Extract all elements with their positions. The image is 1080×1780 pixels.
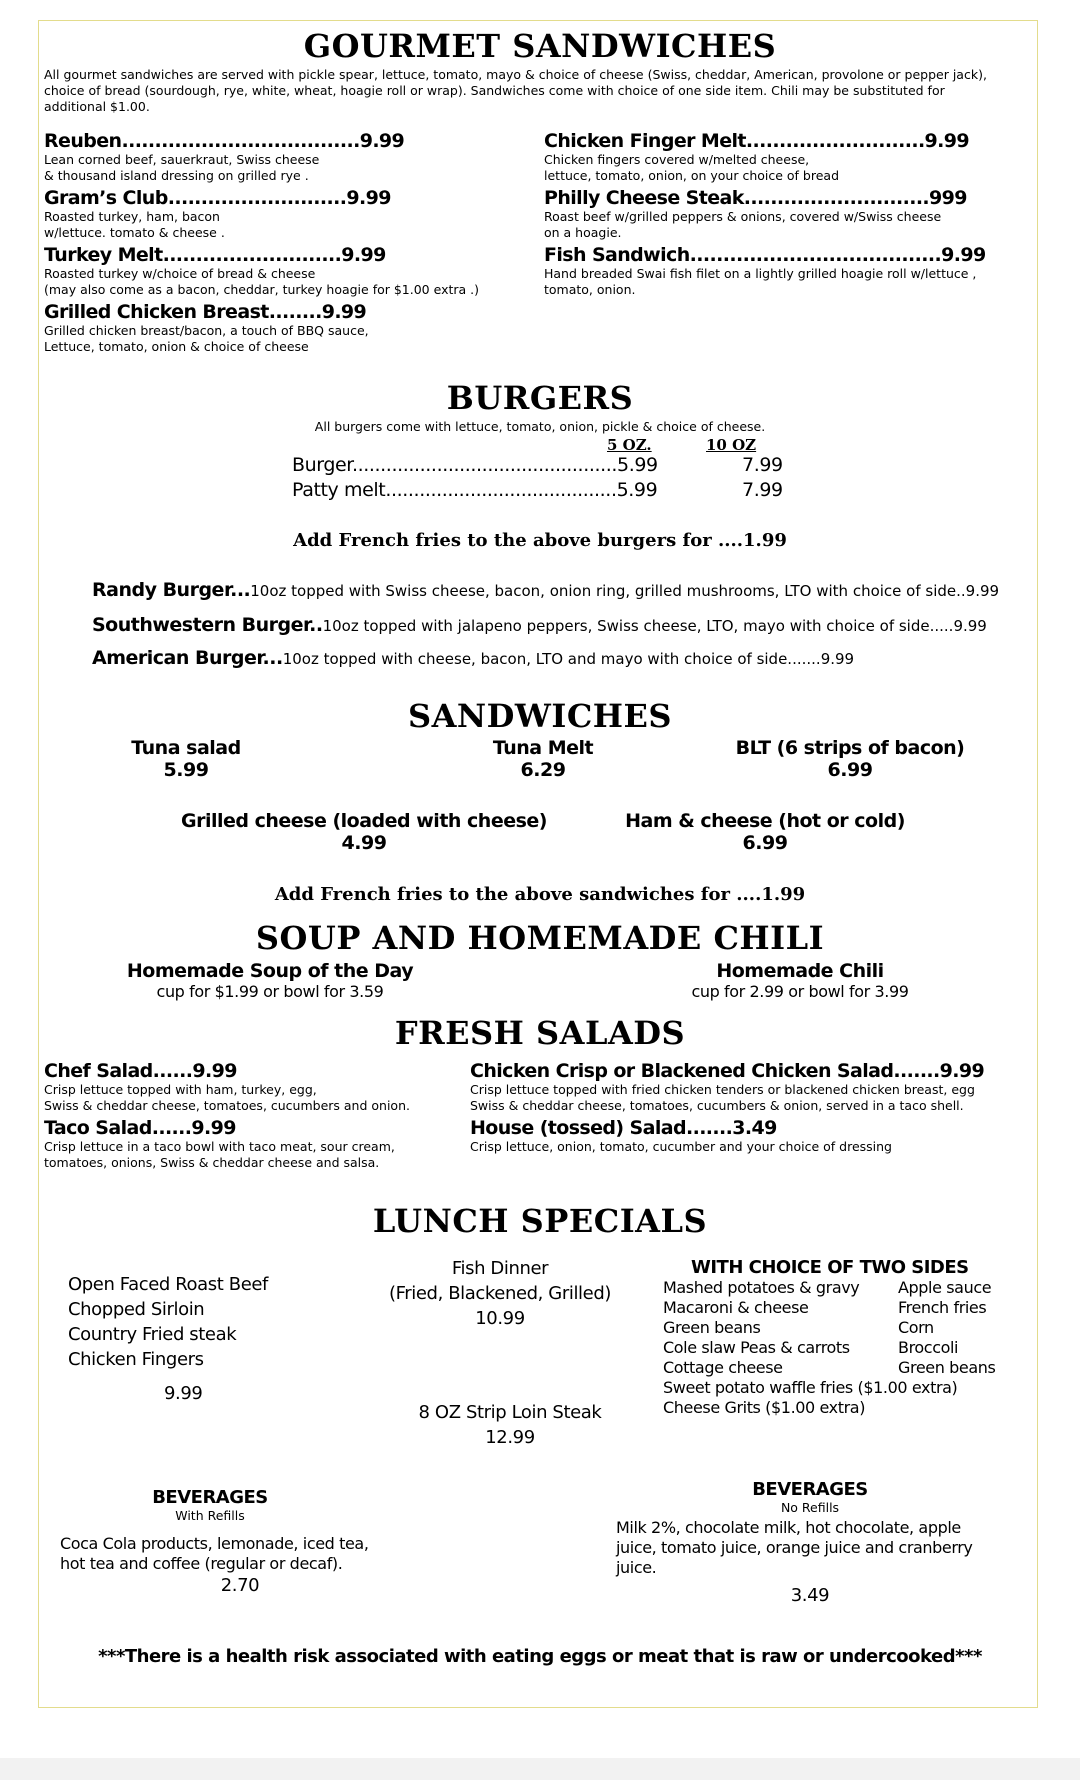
- sandwich-item: [615, 810, 915, 854]
- gourmet-right-column: [544, 130, 986, 301]
- lunch-item: Chopped Sirloin: [68, 1299, 205, 1320]
- sandwiches-title: SANDWICHES: [407, 697, 673, 735]
- sandwich-name: BLT (6 strips of bacon): [735, 737, 965, 759]
- salad-desc: Crisp lettuce in a taco bowl with taco meat, sour cream,: [44, 1139, 395, 1154]
- side-a: Green beans: [663, 1318, 761, 1337]
- item-name: Grilled Chicken Breast........9.99: [44, 301, 367, 323]
- sides-title: WITH CHOICE OF TWO SIDES: [691, 1257, 969, 1278]
- salad-item: [44, 1060, 410, 1117]
- side-a: Cole slaw Peas & carrots: [663, 1338, 850, 1357]
- beverages-left: [60, 1487, 420, 1596]
- soup-name: Homemade Chili: [716, 960, 884, 982]
- menu-item: [44, 187, 479, 244]
- side-row: [663, 1298, 1043, 1318]
- gourmet-left-column: [44, 130, 479, 358]
- lunch-item: Country Fried steak: [68, 1324, 237, 1345]
- salad-desc: tomatoes, onions, Swiss & cheddar cheese and salsa.: [44, 1155, 380, 1170]
- item-name: Chicken Finger Melt...........................9.99: [544, 130, 970, 152]
- sandwich-price: 4.99: [341, 832, 387, 854]
- burgers-intro: All burgers come with lettuce, tomato, onion, pickle & choice of cheese.: [314, 419, 766, 434]
- burger-table: [292, 454, 812, 504]
- side-row: [663, 1358, 1043, 1378]
- salad-item: [470, 1060, 984, 1117]
- item-name: Reuben....................................9.99: [44, 130, 405, 152]
- burger-col-10oz: 10 OZ: [706, 436, 757, 454]
- side-a: Mashed potatoes & gravy: [663, 1278, 860, 1297]
- specialty-burgers: [92, 579, 999, 680]
- specialty-burger: [92, 579, 999, 614]
- menu-item: [44, 130, 479, 187]
- burger-name: Randy Burger...: [92, 579, 251, 601]
- burger-fries-note: Add French fries to the above burgers for ....1.99: [293, 530, 787, 551]
- side-b: French fries: [898, 1298, 987, 1317]
- burger-row: [292, 454, 812, 479]
- soup-item: [650, 960, 950, 1002]
- item-desc: & thousand island dressing on grilled rye .: [44, 168, 309, 183]
- side-row: [663, 1318, 1043, 1338]
- beverages-left-text: Coca Cola products, lemonade, iced tea,: [60, 1534, 369, 1553]
- side-b: Corn: [898, 1318, 934, 1337]
- beverages-right-price: 3.49: [790, 1585, 830, 1606]
- gourmet-title: GOURMET SANDWICHES: [303, 27, 777, 65]
- side-row: [663, 1278, 1043, 1298]
- side-extra: Cheese Grits ($1.00 extra): [663, 1398, 866, 1417]
- item-desc: lettuce, tomato, onion, on your choice of bread: [544, 168, 840, 183]
- salad-desc: Crisp lettuce topped with fried chicken tenders or blackened chicken breast, egg: [470, 1082, 975, 1097]
- salad-desc: Swiss & cheddar cheese, tomatoes, cucumbers and onion.: [44, 1098, 410, 1113]
- lunch-left-list: [68, 1272, 268, 1372]
- salad-name: House (tossed) Salad.......3.49: [470, 1117, 777, 1139]
- item-name: Philly Cheese Steak............................999: [544, 187, 967, 209]
- item-desc: w/lettuce. tomato & cheese .: [44, 225, 225, 240]
- lunch-left-price: 9.99: [164, 1383, 203, 1404]
- sandwich-item: [86, 737, 286, 781]
- sandwich-fries-note: Add French fries to the above sandwiches for ....1.99: [274, 884, 806, 905]
- fish-title: Fish Dinner: [451, 1258, 549, 1279]
- specialty-burger: [92, 614, 999, 647]
- item-desc: Roasted turkey w/choice of bread & cheese: [44, 266, 316, 281]
- side-row: [663, 1338, 1043, 1358]
- sandwich-name: Tuna Melt: [492, 737, 594, 759]
- item-desc: (may also come as a bacon, cheddar, turkey hoagie for $1.00 extra .): [44, 282, 480, 297]
- sandwich-name: Ham & cheese (hot or cold): [625, 810, 905, 832]
- item-desc: Lean corned beef, sauerkraut, Swiss cheese: [44, 152, 320, 167]
- beverages-right-text: Milk 2%, chocolate milk, hot chocolate, apple: [616, 1518, 961, 1537]
- soup-item: [120, 960, 420, 1002]
- lunch-item: Chicken Fingers: [68, 1349, 204, 1370]
- sandwich-item: [700, 737, 1000, 781]
- menu-item: [544, 130, 986, 187]
- item-desc: Hand breaded Swai fish filet on a lightly grilled hoagie roll w/lettuce ,: [544, 266, 977, 281]
- burger-price-10oz: 7.99: [742, 479, 783, 501]
- sandwich-item: [443, 737, 643, 781]
- item-desc: Roast beef w/grilled peppers & onions, covered w/Swiss cheese: [544, 209, 942, 224]
- item-desc: Grilled chicken breast/bacon, a touch of BBQ sauce,: [44, 323, 369, 338]
- burger-price-10oz: 7.99: [742, 454, 783, 476]
- beverages-right-text: juice.: [616, 1558, 657, 1577]
- burger-name-price: Burger...............................................5.99: [292, 454, 658, 476]
- item-name: Turkey Melt...........................9.99: [44, 244, 386, 266]
- salad-name: Chicken Crisp or Blackened Chicken Salad.......9.99: [470, 1060, 985, 1082]
- side-b: Apple sauce: [898, 1278, 992, 1297]
- fish-sub: (Fried, Blackened, Grilled): [389, 1283, 611, 1304]
- strip-steak: [360, 1400, 660, 1450]
- burgers-title: BURGERS: [446, 379, 634, 417]
- salad-item: [470, 1117, 984, 1174]
- burger-name-price: Patty melt.........................................5.99: [292, 479, 658, 501]
- menu-item: [544, 244, 986, 301]
- fish-dinner: [360, 1256, 640, 1331]
- beverages-left-sub: With Refills: [175, 1508, 245, 1523]
- soup-name: Homemade Soup of the Day: [126, 960, 414, 982]
- side-b: Broccoli: [898, 1338, 959, 1357]
- beverages-right: [616, 1479, 1016, 1606]
- salad-name: Taco Salad......9.99: [44, 1117, 236, 1139]
- side-b: Green beans: [898, 1358, 996, 1377]
- menu-item: [44, 244, 479, 301]
- salads-left-column: [44, 1060, 410, 1174]
- beverages-left-title: BEVERAGES: [152, 1487, 268, 1508]
- beverages-right-text: juice, tomato juice, orange juice and cranberry: [616, 1538, 973, 1557]
- sandwich-price: 6.99: [827, 759, 873, 781]
- soup-price: cup for $1.99 or bowl for 3.59: [156, 982, 384, 1001]
- sandwich-price: 5.99: [163, 759, 209, 781]
- menu-item: [44, 301, 479, 358]
- side-a: Macaroni & cheese: [663, 1298, 809, 1317]
- salad-item: [44, 1117, 410, 1174]
- soup-price: cup for 2.99 or bowl for 3.99: [691, 982, 909, 1001]
- item-desc: tomato, onion.: [544, 282, 636, 297]
- burger-desc: 10oz topped with jalapeno peppers, Swiss cheese, LTO, mayo with choice of side.....9.99: [322, 617, 987, 635]
- soup-title: SOUP AND HOMEMADE CHILI: [255, 919, 825, 957]
- beverages-right-title: BEVERAGES: [752, 1479, 868, 1500]
- lunch-title: LUNCH SPECIALS: [372, 1202, 708, 1240]
- sandwich-price: 6.99: [742, 832, 788, 854]
- burger-name: American Burger...: [92, 647, 283, 669]
- item-desc: Lettuce, tomato, onion & choice of cheese: [44, 339, 309, 354]
- beverages-left-text: hot tea and coffee (regular or decaf).: [60, 1554, 343, 1573]
- side-a: Cottage cheese: [663, 1358, 783, 1377]
- burger-name: Southwestern Burger..: [92, 614, 323, 636]
- salads-right-column: [470, 1060, 984, 1174]
- sides-list: [663, 1257, 1043, 1418]
- beverages-right-sub: No Refills: [780, 1500, 840, 1515]
- health-warning: ***There is a health risk associated with eating eggs or meat that is raw or undercooked***: [98, 1646, 982, 1667]
- gourmet-intro: All gourmet sandwiches are served with pickle spear, lettuce, tomato, mayo & choice of cheese (Swiss, cheddar, American, provolone or pepper jack), choice of bread (sourdough, rye, white, wheat, hoagie roll or wrap). Sandwiches come with choice of one side item. Chili may be substituted for additional $1.00.: [44, 67, 987, 114]
- sandwich-price: 6.29: [520, 759, 566, 781]
- salad-desc: Crisp lettuce topped with ham, turkey, egg,: [44, 1082, 317, 1097]
- burger-row: [292, 479, 812, 504]
- fish-price: 10.99: [475, 1308, 525, 1329]
- salad-desc: Crisp lettuce, onion, tomato, cucumber and your choice of dressing: [470, 1139, 892, 1154]
- burger-desc: 10oz topped with Swiss cheese, bacon, onion ring, grilled mushrooms, LTO with choice of side..9.99: [250, 582, 1000, 600]
- steak-name: 8 OZ Strip Loin Steak: [418, 1402, 602, 1423]
- item-name: Fish Sandwich......................................9.99: [544, 244, 986, 266]
- burger-desc: 10oz topped with cheese, bacon, LTO and mayo with choice of side.......9.99: [282, 650, 855, 668]
- salad-name: Chef Salad......9.99: [44, 1060, 237, 1082]
- item-desc: Roasted turkey, ham, bacon: [44, 209, 220, 224]
- menu-item: [544, 187, 986, 244]
- specialty-burger: [92, 647, 999, 680]
- sandwich-name: Tuna salad: [131, 737, 241, 759]
- salads-title: FRESH SALADS: [394, 1014, 686, 1052]
- beverages-left-price: 2.70: [220, 1575, 260, 1596]
- lunch-item: Open Faced Roast Beef: [68, 1274, 268, 1295]
- item-desc: on a hoagie.: [544, 225, 622, 240]
- burger-col-5oz: 5 OZ.: [607, 436, 652, 454]
- item-desc: Chicken fingers covered w/melted cheese,: [544, 152, 810, 167]
- sandwich-name: Grilled cheese (loaded with cheese): [181, 810, 547, 832]
- steak-price: 12.99: [485, 1427, 535, 1448]
- sandwich-item: [164, 810, 564, 854]
- item-name: Gram’s Club...........................9.99: [44, 187, 391, 209]
- salad-desc: Swiss & cheddar cheese, tomatoes, cucumbers & onion, served in a taco shell.: [470, 1098, 964, 1113]
- side-extra: Sweet potato waffle fries ($1.00 extra): [663, 1378, 958, 1397]
